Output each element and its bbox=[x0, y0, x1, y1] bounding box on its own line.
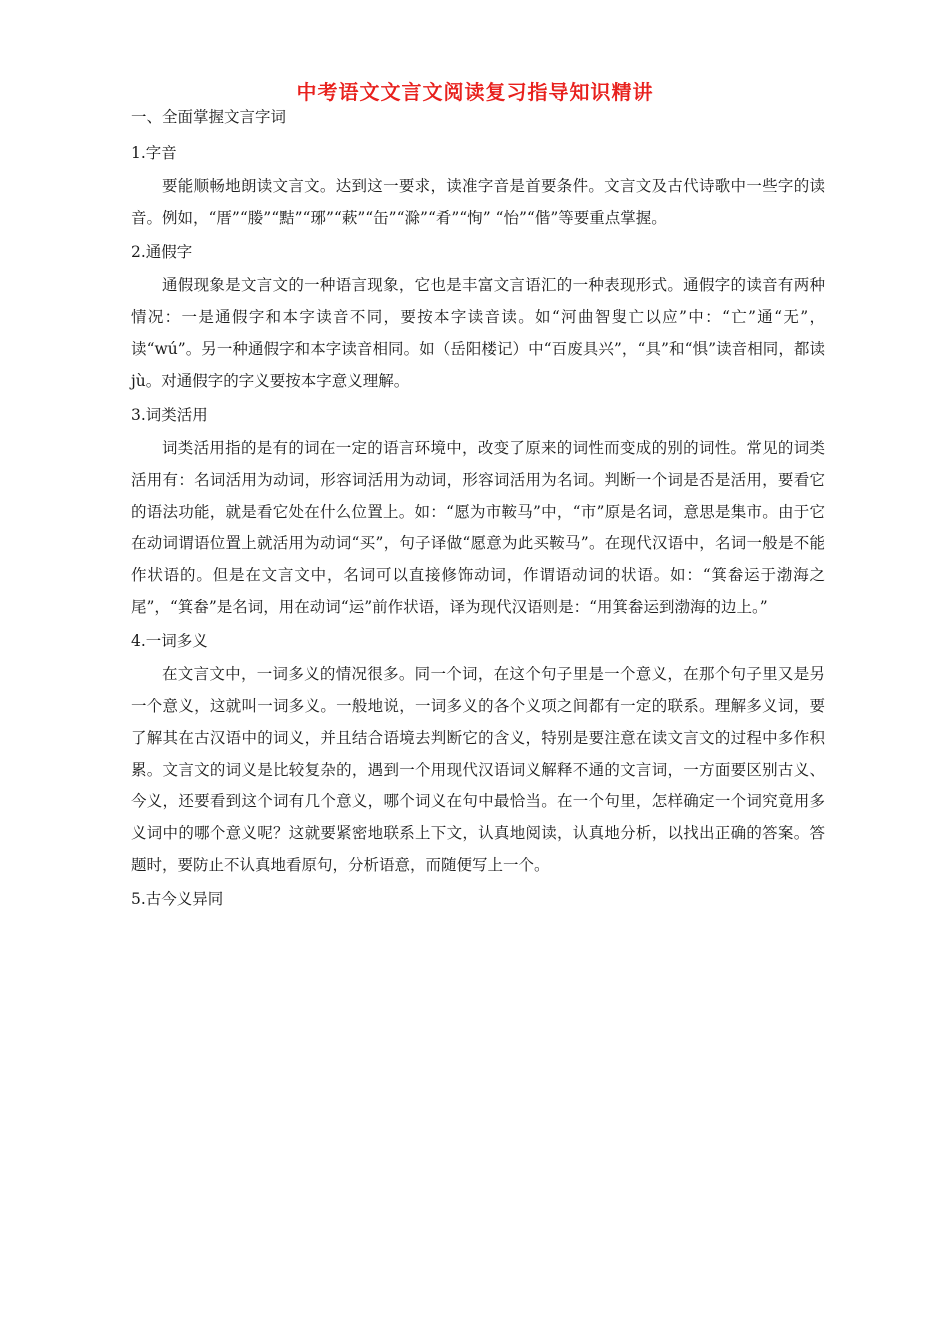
item-paragraph-loan-characters: 通假现象是文言文的一种语言现象，它也是丰富文言语汇的一种表现形式。通假字的读音有两种情况：一是通假字和本字读音不同，要按本字读音读。如“河曲智叟亡以应”中：“亡”通“无”，读“wú”。另一种通假字和本字读音相同。如（岳阳楼记）中“百废具兴”，“具”和“惧”读音相同，都读 jù。对通假字的字义要按本字意义理解。 bbox=[131, 276, 825, 390]
section-heading: 一、全面掌握文言字词 bbox=[131, 108, 287, 126]
item-heading-ancient-modern-meaning: 5.古今义异同 bbox=[131, 890, 224, 909]
item-heading-loan-characters: 2.通假字 bbox=[131, 243, 193, 262]
document-title: 中考语文文言文阅读复习指导知识精讲 bbox=[296, 80, 654, 104]
item-paragraph-polysemy: 在文言文中，一词多义的情况很多。同一个词，在这个句子里是一个意义，在那个句子里又是另一个意义，这就叫一词多义。一般地说，一词多义的各个义项之间都有一定的联系。理解多义词，要了解其在古汉语中的词义，并且结合语境去判断它的含义，特别是要注意在读文言文的过程中多作积累。文言文的词义是比较复杂的，遇到一个用现代汉语词义解释不通的文言词，一方面要区别古义、今义，还要看到这个词有几个意义，哪个词义在句中最恰当。在一个句里，怎样确定一个词究竟用多义词中的哪个意义呢？这就要紧密地联系上下文，认真地阅读，认真地分析，以找出正确的答案。答题时，要防止不认真地看原句，分析语意，而随便写上一个。 bbox=[131, 665, 825, 874]
item-heading-part-of-speech-shift: 3.词类活用 bbox=[131, 406, 208, 425]
document-body bbox=[131, 106, 825, 917]
item-paragraph-pronunciation: 要能顺畅地朗读文言文。达到这一要求，读准字音是首要条件。文言文及古代诗歌中一些字的读音。例如，“厝”“媵”“黠”“琊”“蔌”“缶”“滁”“肴”“恂” “怡”“偕”等要重点掌握。 bbox=[131, 177, 825, 227]
item-heading-pronunciation: 1.字音 bbox=[131, 144, 177, 162]
item-paragraph-part-of-speech-shift: 词类活用指的是有的词在一定的语言环境中，改变了原来的词性而变成的别的词性。常见的词类活用有：名词活用为动词，形容词活用为动词，形容词活用为名词。判断一个词是否是活用，要看它的语法功能，就是看它处在什么位置上。如：“愿为市鞍马”中，“市”原是名词，意思是集市。由于它在动词谓语位置上就活用为动词“买”，句子译做“愿意为此买鞍马”。在现代汉语中，名词一般是不能作状语的。但是在文言文中，名词可以直接修饰动词，作谓语动词的状语。如：“箕畚运于渤海之尾”，“箕畚”是名词，用在动词“运”前作状语，译为现代汉语则是：“用箕畚运到渤海的边上。” bbox=[131, 439, 825, 616]
item-heading-polysemy: 4.一词多义 bbox=[131, 632, 208, 651]
